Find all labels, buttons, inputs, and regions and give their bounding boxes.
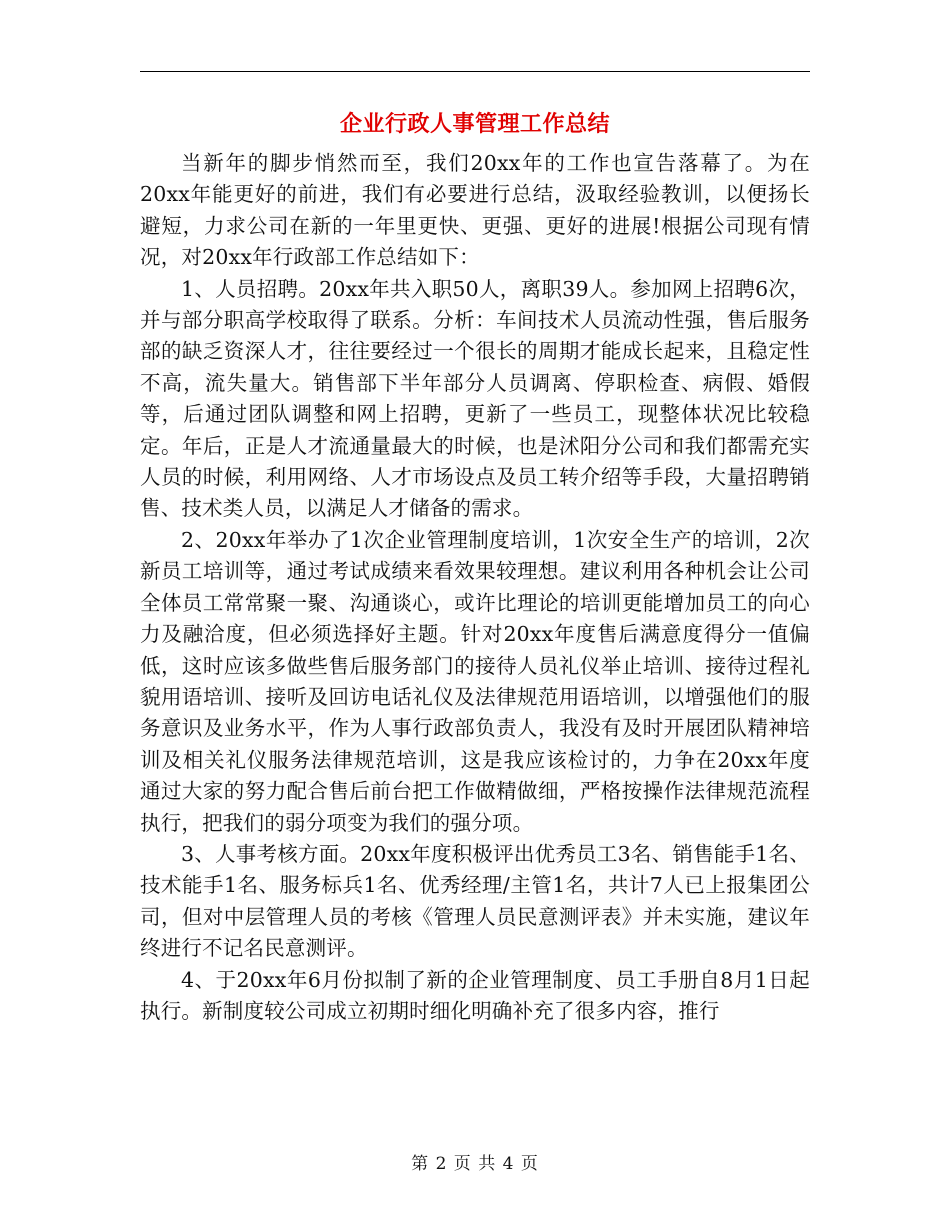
page-footer: 第 2 页 共 4 页 (411, 1154, 539, 1174)
paragraph-training: 2、20xx年举办了1次企业管理制度培训，1次安全生产的培训，2次新员工培训等，通过考试成绩来看效果较理想。建议利用各种机会让公司全体员工常常聚一聚、沟通谈心，或许比理论的培训更能增加员工的向心力及融洽度，但必须选择好主题。针对20xx年度售后满意度得分一值偏低，这时应该多做些售后服务部门的接待人员礼仪举止培训、接待过程礼貌用语培训、接听及回访电话礼仪及法律规范用语培训，以增强他们的服务意识及业务水平，作为人事行政部负责人，我没有及时开展团队精神培训及相关礼仪服务法律规范培训，这是我应该检讨的，力争在20xx年度通过大家的努力配合售后前台把工作做精做细，严格按操作法律规范流程执行，把我们的弱分项变为我们的强分项。 (140, 527, 810, 835)
document-title: 企业行政人事管理工作总结 (339, 111, 610, 137)
paragraph-recruitment: 1、人员招聘。20xx年共入职50人，离职39人。参加网上招聘6次，并与部分职高学校取得了联系。分析：车间技术人员流动性强，售后服务部的缺乏资深人才，往往要经过一个很长的周期才能成长起来，且稳定性不高，流失量大。销售部下半年部分人员调离、停职检查、病假、婚假等，后通过团队调整和网上招聘，更新了一些员工，现整体状况比较稳定。年后，正是人才流通量最大的时候，也是沭阳分公司和我们都需充实人员的时候，利用网络、人才市场设点及员工转介绍等手段，大量招聘销售、技术类人员，以满足人才储备的需求。 (140, 276, 810, 521)
paragraph-assessment: 3、人事考核方面。20xx年度积极评出优秀员工3名、销售能手1名、技术能手1名、服务标兵1名、优秀经理/主管1名，共计7人已上报集团公司，但对中层管理人员的考核《管理人员民意测评表》并未实施，建议年终进行不记名民意测评。 (140, 841, 810, 961)
document-body (140, 148, 810, 1027)
paragraph-regulations: 4、于20xx年6月份拟制了新的企业管理制度、员工手册自8月1日起执行。新制度较公司成立初期时细化明确补充了很多内容，推行 (140, 967, 810, 1023)
header-rule (140, 71, 810, 72)
paragraph-intro: 当新年的脚步悄然而至，我们20xx年的工作也宣告落幕了。为在20xx年能更好的前进，我们有必要进行总结，汲取经验教训，以便扬长避短，力求公司在新的一年里更快、更强、更好的进展!根据公司现有情况，对20xx年行政部工作总结如下： (140, 151, 810, 270)
